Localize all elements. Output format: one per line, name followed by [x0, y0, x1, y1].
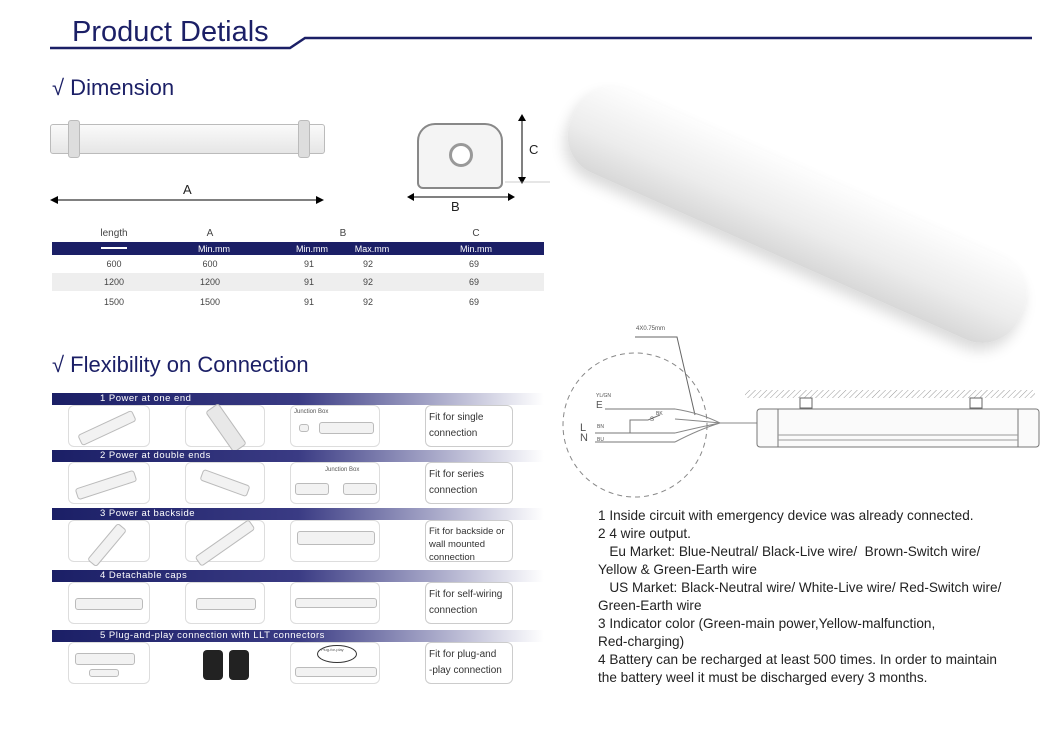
- note-line: 2 4 wire output.: [598, 526, 691, 541]
- length-dash: [101, 247, 127, 249]
- photo-backside-1: [68, 520, 150, 562]
- subheader: Min.mm: [198, 244, 230, 254]
- cable-spec: 4X0.75mm: [636, 326, 666, 332]
- note-line: 3 Indicator color (Green-main power,Yellow-malfunction,: [598, 616, 936, 631]
- photo-one-end-2: [185, 405, 265, 447]
- page-title: Product Detials: [72, 16, 269, 48]
- note-line: Red-charging): [598, 634, 685, 649]
- note-line: Green-Earth wire: [598, 598, 702, 613]
- table-row: 1200 1200 91 92 69: [52, 273, 544, 291]
- banner-power-backside: 3 Power at backside: [52, 508, 544, 520]
- side-view-drawing: [50, 120, 325, 160]
- subheader: Min.mm: [460, 244, 492, 254]
- label-e: E: [596, 400, 603, 411]
- product-photo: [555, 74, 1039, 356]
- photo-caps-1: [68, 582, 150, 624]
- product-notes: [598, 507, 1048, 687]
- label-a: A: [183, 182, 192, 197]
- col-b: B: [339, 228, 347, 239]
- wiring-diagram: [560, 325, 1050, 500]
- dimension-bc-arrows: [405, 112, 555, 212]
- photo-plug-connector: [185, 642, 265, 684]
- label-bk: BK: [656, 411, 663, 417]
- fit-text-self-wiring: Fit for self-wiring connection: [425, 582, 513, 624]
- fit-text-plug-and-play: Fit for plug-and -play connection: [425, 642, 513, 684]
- fit-text-series: Fit for series connection: [425, 462, 513, 504]
- diagram-caps: [290, 582, 380, 624]
- banner-power-double-ends: 2 Power at double ends: [52, 450, 544, 462]
- diagram-plug: Plug-for-play: [290, 642, 380, 684]
- label-s: S: [650, 417, 655, 423]
- note-line: US Market: Black-Neutral wire/ White-Live wire/ Red-Switch wire/: [598, 580, 1002, 595]
- label-n: N: [580, 432, 588, 444]
- note-line: the battery weel it must be discharged every 3 months.: [598, 670, 928, 685]
- label-bu: BU: [597, 437, 604, 443]
- diagram-backside: [290, 520, 380, 562]
- label-bn: BN: [597, 424, 604, 430]
- photo-double-2: [185, 462, 265, 504]
- label-b: B: [451, 199, 460, 214]
- subheader: Max.mm: [354, 244, 390, 254]
- note-line: Yellow & Green-Earth wire: [598, 562, 757, 577]
- col-a: A: [206, 228, 214, 239]
- photo-backside-2: [185, 520, 265, 562]
- dimension-table: [52, 224, 544, 313]
- title-underline: [0, 0, 1059, 60]
- banner-plug-and-play: 5 Plug-and-play connection with LLT connectors: [52, 630, 544, 642]
- label-l: L: [580, 422, 587, 434]
- fit-text-backside: Fit for backside or wall mounted connection: [425, 520, 513, 562]
- banner-power-one-end: 1 Power at one end: [52, 393, 544, 405]
- dimension-heading: √ Dimension: [52, 75, 175, 100]
- diagram-double: Junction Box: [290, 462, 380, 504]
- table-row: 1500 1500 91 92 69: [103, 297, 480, 307]
- diagram-one-end: Junction Box: [290, 405, 380, 447]
- note-line: 4 Battery can be recharged at least 500 times. In order to maintain: [598, 652, 997, 667]
- photo-double-1: [68, 462, 150, 504]
- label-yl-gn: YL/GN: [596, 393, 612, 399]
- flexibility-heading: √ Flexibility on Connection: [52, 352, 309, 377]
- photo-one-end-1: [68, 405, 150, 447]
- note-line: 1 Inside circuit with emergency device was already connected.: [598, 508, 974, 523]
- photo-plug-1: [68, 642, 150, 684]
- fit-text-single: Fit for single connection: [425, 405, 513, 447]
- table-row: 600 600 91 92 69: [106, 259, 480, 269]
- subheader: Min.mm: [296, 244, 328, 254]
- banner-detachable-caps: 4 Detachable caps: [52, 570, 544, 582]
- label-c: C: [529, 142, 539, 157]
- note-line: Eu Market: Blue-Neutral/ Black-Live wire/ Brown-Switch wire/: [598, 544, 981, 559]
- col-length: length: [100, 228, 128, 239]
- table-header: [52, 242, 544, 255]
- photo-caps-2: [185, 582, 265, 624]
- col-c: C: [472, 228, 480, 239]
